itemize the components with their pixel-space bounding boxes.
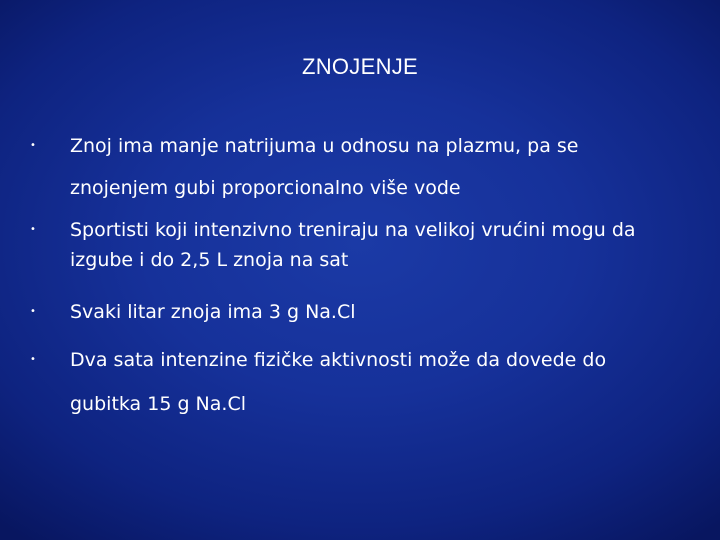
slide-title: ZNOJENJE <box>301 54 419 79</box>
bullet-text <box>70 218 720 272</box>
bullet-line: Sportisti koji intenzivno treniraju na velikoj vrućini mogu da <box>70 219 636 241</box>
bullet-dot-icon: • <box>30 140 36 151</box>
bullet-text <box>70 348 720 416</box>
bullet-line: gubitka 15 g Na.Cl <box>70 393 247 415</box>
bullet-text <box>70 300 720 324</box>
bullet-line: znojenjem gubi proporcionalno više vode <box>70 177 461 199</box>
bullet-line: izgube i do 2,5 L znoja na sat <box>70 249 349 271</box>
bullet-text <box>70 134 720 200</box>
bullet-dot-icon: • <box>30 224 36 235</box>
bullet-dot-icon: • <box>30 354 36 365</box>
bullet-line: Dva sata intenzine fizičke aktivnosti može da dovede do <box>70 349 607 371</box>
bullet-dot-icon: • <box>30 306 36 317</box>
bullet-line: Svaki litar znoja ima 3 g Na.Cl <box>70 301 356 323</box>
bullet-line: Znoj ima manje natrijuma u odnosu na plazmu, pa se <box>70 135 579 157</box>
